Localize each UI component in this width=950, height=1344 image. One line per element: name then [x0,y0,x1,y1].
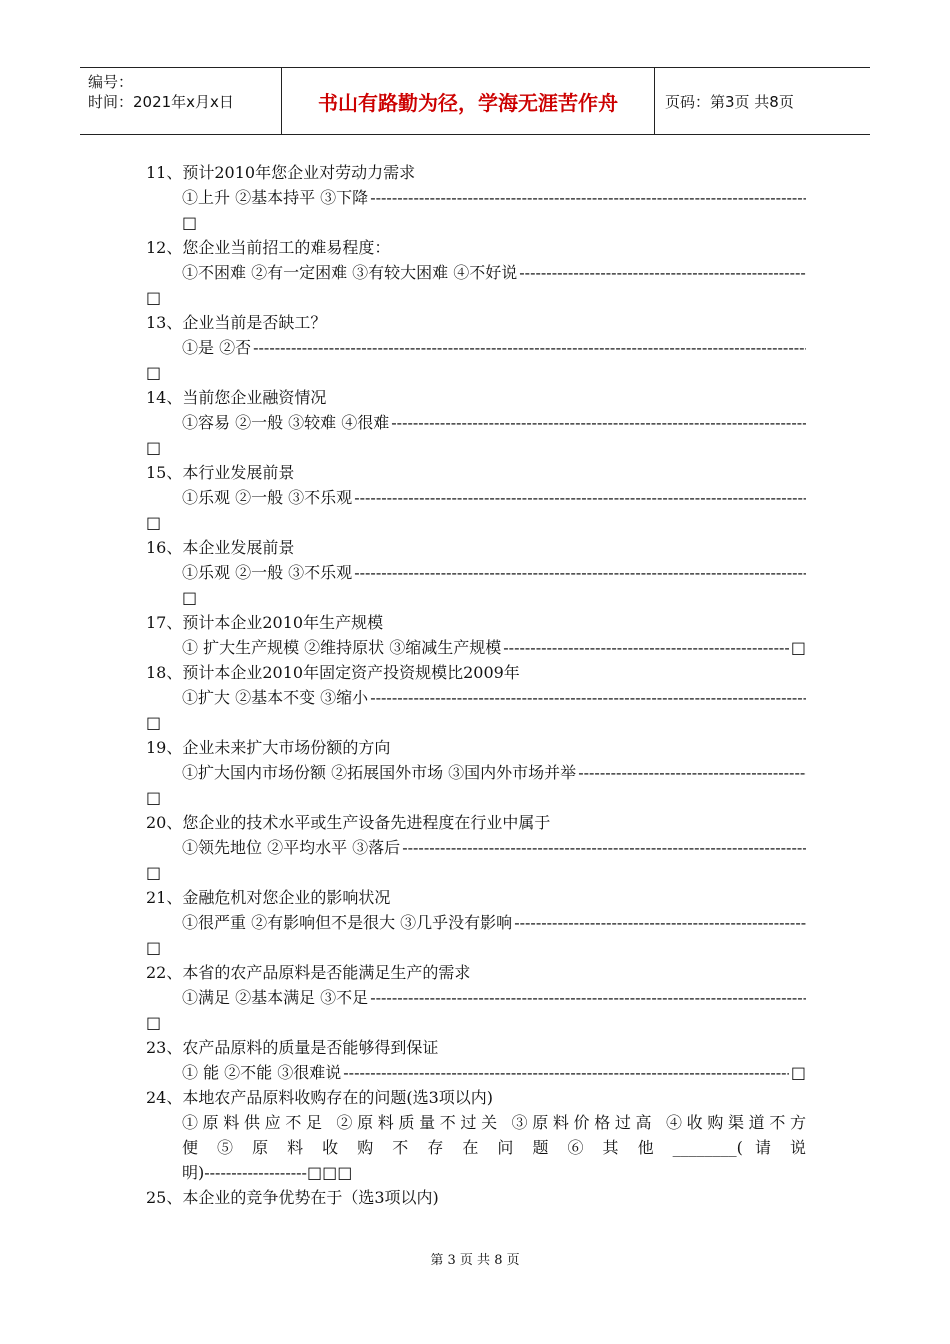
options-text: ①是 ②否 [182,338,252,357]
options-text: ①扩大 ②基本不变 ③缩小 [182,688,369,707]
answer-checkbox[interactable]: □ [146,288,162,307]
answer-checkbox[interactable]: □ [146,363,162,382]
answer-box-row [146,360,806,385]
question-20: 20、您企业的技术水平或生产设备先进程度在行业中属于 [146,813,551,832]
number-label: 编号： [88,73,134,91]
leader-dashes [354,560,806,585]
options-text: ①满足 ②基本满足 ③不足 [182,988,369,1007]
options-text: ①不困难 ②有一定困难 ③有较大困难 ④不好说 [182,263,518,282]
answer-box-row [146,210,806,235]
options-text: ①领先地位 ②平均水平 ③落后 [182,838,401,857]
answer-checkbox[interactable]: □ [146,788,162,807]
answer-box-row [146,710,806,735]
question-21: 21、金融危机对您企业的影响状况 [146,888,391,907]
question-11: 11、预计2010年您企业对劳动力需求 [146,163,416,182]
options-19 [146,760,806,785]
options-16 [146,560,806,585]
answer-checkbox[interactable]: □ [146,713,162,732]
question-13: 13、企业当前是否缺工？ [146,313,327,332]
leader-dashes [354,485,806,510]
leader-dashes [253,335,806,360]
leader-dashes [514,910,806,935]
leader-dashes [391,410,806,435]
answer-checkbox[interactable]: □ [146,438,162,457]
options-text: ① 扩大生产规模 ②维持原状 ③缩减生产规模 [182,638,502,657]
header-page-label: 页码：第3页 共8页 [665,92,794,111]
answer-checkbox[interactable]: □ [790,638,806,657]
answer-box-row [146,585,806,610]
options-text: ①扩大国内市场份额 ②拓展国外市场 ③国内外市场并举 [182,763,577,782]
answer-box-row [146,1010,806,1035]
answer-box-row [146,935,806,960]
question-12: 12、您企业当前招工的难易程度： [146,238,391,257]
options-24-line-2: 便 ⑤ 原 料 收 购 不 存 在 问 题 ⑥ 其 他 ________( 请 说 [182,1138,806,1157]
questionnaire [146,160,806,1210]
leader-dashes [519,260,806,285]
question-25: 25、本企业的竞争优势在于（选3项以内) [146,1188,439,1207]
leader-dashes [402,835,806,860]
date-label: 时间：2021年x月x日 [88,93,234,111]
answer-box-row [146,285,806,310]
answer-box-row [146,860,806,885]
options-text: ①上升 ②基本持平 ③下降 [182,188,369,207]
options-20 [146,835,806,860]
question-16: 16、本企业发展前景 [146,538,295,557]
answer-checkbox[interactable]: □ [146,1013,162,1032]
options-21 [146,910,806,935]
question-17: 17、预计本企业2010年生产规模 [146,613,384,632]
leader-dashes [578,760,806,785]
header-motto: 书山有路勤为径，学海无涯苦作舟 [282,68,655,134]
options-text: ①很严重 ②有影响但不是很大 ③几乎没有影响 [182,913,513,932]
leader-dashes [370,985,806,1010]
options-24-line-1: ①原料供应不足 ②原料质量不过关 ③原料价格过高 ④收购渠道不方 [182,1113,806,1132]
question-22: 22、本省的农产品原料是否能满足生产的需求 [146,963,471,982]
leader-dashes [370,685,806,710]
options-18 [146,685,806,710]
answer-checkbox[interactable]: □ [790,1063,806,1082]
options-22 [146,985,806,1010]
options-17 [146,635,806,660]
question-18: 18、预计本企业2010年固定资产投资规模比2009年 [146,663,520,682]
answer-checkbox[interactable]: □ [146,863,162,882]
answer-checkbox[interactable]: □ [182,213,198,232]
options-text: ①乐观 ②一般 ③不乐观 [182,488,353,507]
question-23: 23、农产品原料的质量是否能够得到保证 [146,1038,439,1057]
page-header [80,67,870,135]
options-14 [146,410,806,435]
question-24: 24、本地农产品原料收购存在的问题(选3项以内) [146,1088,494,1107]
question-15: 15、本行业发展前景 [146,463,295,482]
options-text: ① 能 ②不能 ③很难说 [182,1063,342,1082]
question-14: 14、当前您企业融资情况 [146,388,327,407]
options-13 [146,335,806,360]
options-24-line-3: 明)-------------------□□□ [182,1163,353,1182]
leader-dashes [343,1060,789,1085]
answer-box-row [146,435,806,460]
page-footer: 第 3 页 共 8 页 [430,1253,520,1268]
answer-checkbox[interactable]: □ [146,513,162,532]
answer-box-row [146,510,806,535]
options-15 [146,485,806,510]
leader-dashes [503,635,789,660]
answer-checkbox[interactable]: □ [146,938,162,957]
options-text: ①乐观 ②一般 ③不乐观 [182,563,353,582]
options-12 [146,260,806,285]
leader-dashes [370,185,806,210]
options-text: ①容易 ②一般 ③较难 ④很难 [182,413,390,432]
question-19: 19、企业未来扩大市场份额的方向 [146,738,391,757]
options-23 [146,1060,806,1085]
options-11 [146,185,806,210]
answer-box-row [146,785,806,810]
header-meta [80,68,282,134]
answer-checkbox[interactable]: □ [182,588,198,607]
